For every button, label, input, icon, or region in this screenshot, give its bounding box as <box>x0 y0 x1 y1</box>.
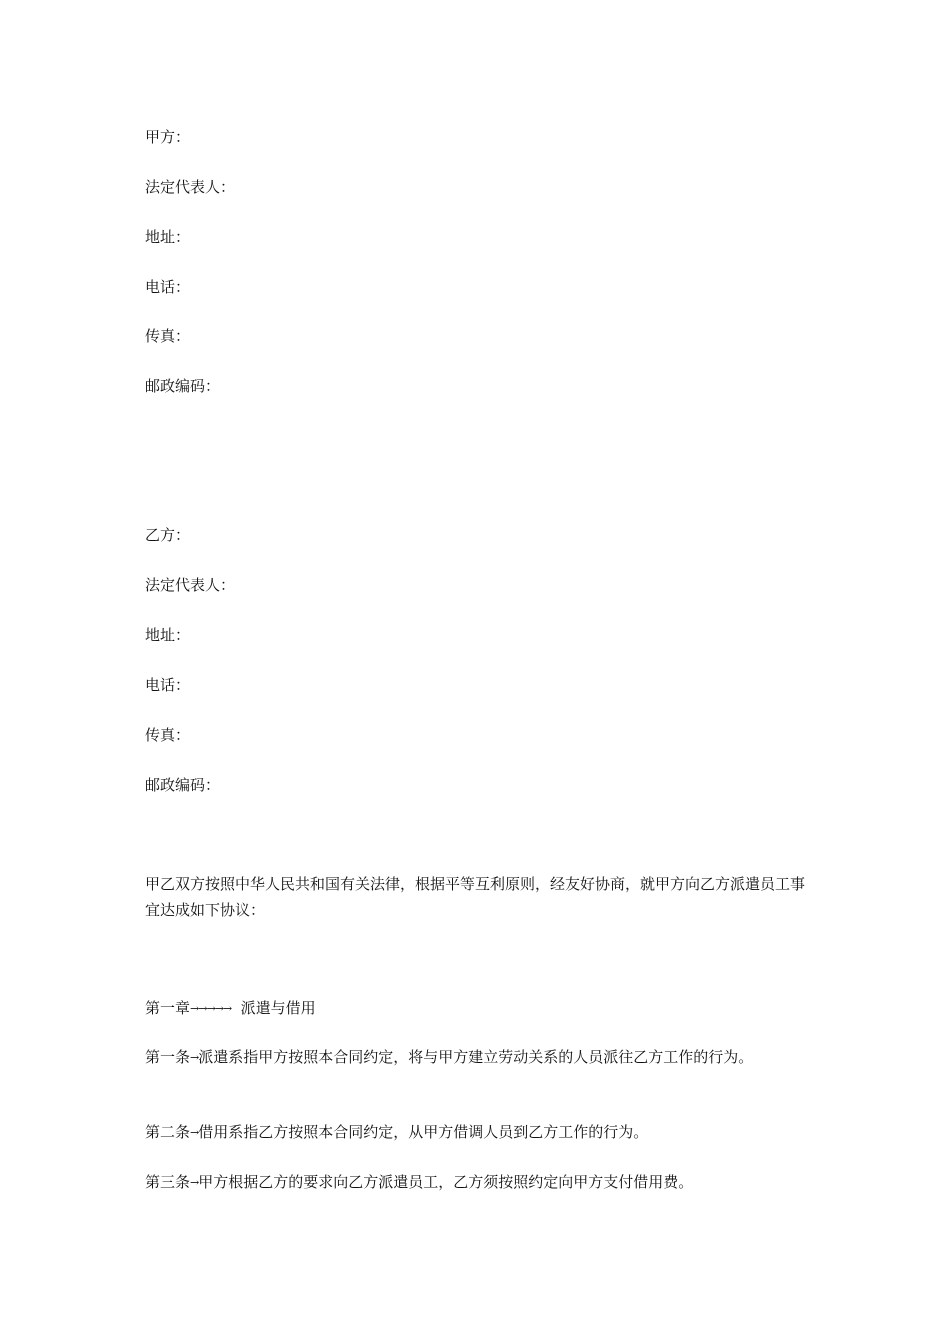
article-3-text: 甲方根据乙方的要求向乙方派遣员工，乙方须按照约定向甲方支付借用费。 <box>198 1173 694 1191</box>
chapter-heading <box>145 996 316 1021</box>
article-1-number: 第一条 <box>145 1048 191 1066</box>
party-a-postcode-label: 邮政编码： <box>145 377 221 395</box>
chapter-tab-marks: →→→→→ <box>190 1002 232 1015</box>
party-b-postcode-label: 邮政编码： <box>145 776 221 794</box>
article-3 <box>145 1170 693 1195</box>
party-b-rep-label: 法定代表人： <box>145 576 236 594</box>
party-b-name-label: 乙方： <box>145 526 191 544</box>
party-a-address-label: 地址： <box>145 228 191 246</box>
article-2-tab-mark: → <box>190 1126 199 1139</box>
party-b-phone-label: 电话： <box>145 676 191 694</box>
article-2 <box>145 1120 648 1145</box>
party-a-rep-label: 法定代表人： <box>145 178 236 196</box>
article-1-tab-mark: → <box>190 1051 199 1064</box>
article-1 <box>145 1044 805 1071</box>
chapter-title: 派遣与借用 <box>240 999 316 1017</box>
party-a-phone-label: 电话： <box>145 278 191 296</box>
party-b-address-label: 地址： <box>145 626 191 644</box>
article-3-tab-mark: → <box>190 1176 199 1189</box>
preamble-paragraph: 甲乙双方按照中华人民共和国有关法律，根据平等互利原则，经友好协商，就甲方向乙方派遣员工事宜达成如下协议： <box>145 875 806 919</box>
article-3-number: 第三条 <box>145 1173 191 1191</box>
article-1-text: 派遣系指甲方按照本合同约定，将与甲方建立劳动关系的人员派往乙方工作的行为。 <box>198 1048 754 1066</box>
party-a-name-label: 甲方： <box>145 128 191 146</box>
chapter-number: 第一章 <box>145 999 191 1017</box>
party-b-fax-label: 传真： <box>145 726 191 744</box>
article-2-number: 第二条 <box>145 1123 191 1141</box>
party-a-fax-label: 传真： <box>145 327 191 345</box>
article-2-text: 借用系指乙方按照本合同约定，从甲方借调人员到乙方工作的行为。 <box>198 1123 649 1141</box>
